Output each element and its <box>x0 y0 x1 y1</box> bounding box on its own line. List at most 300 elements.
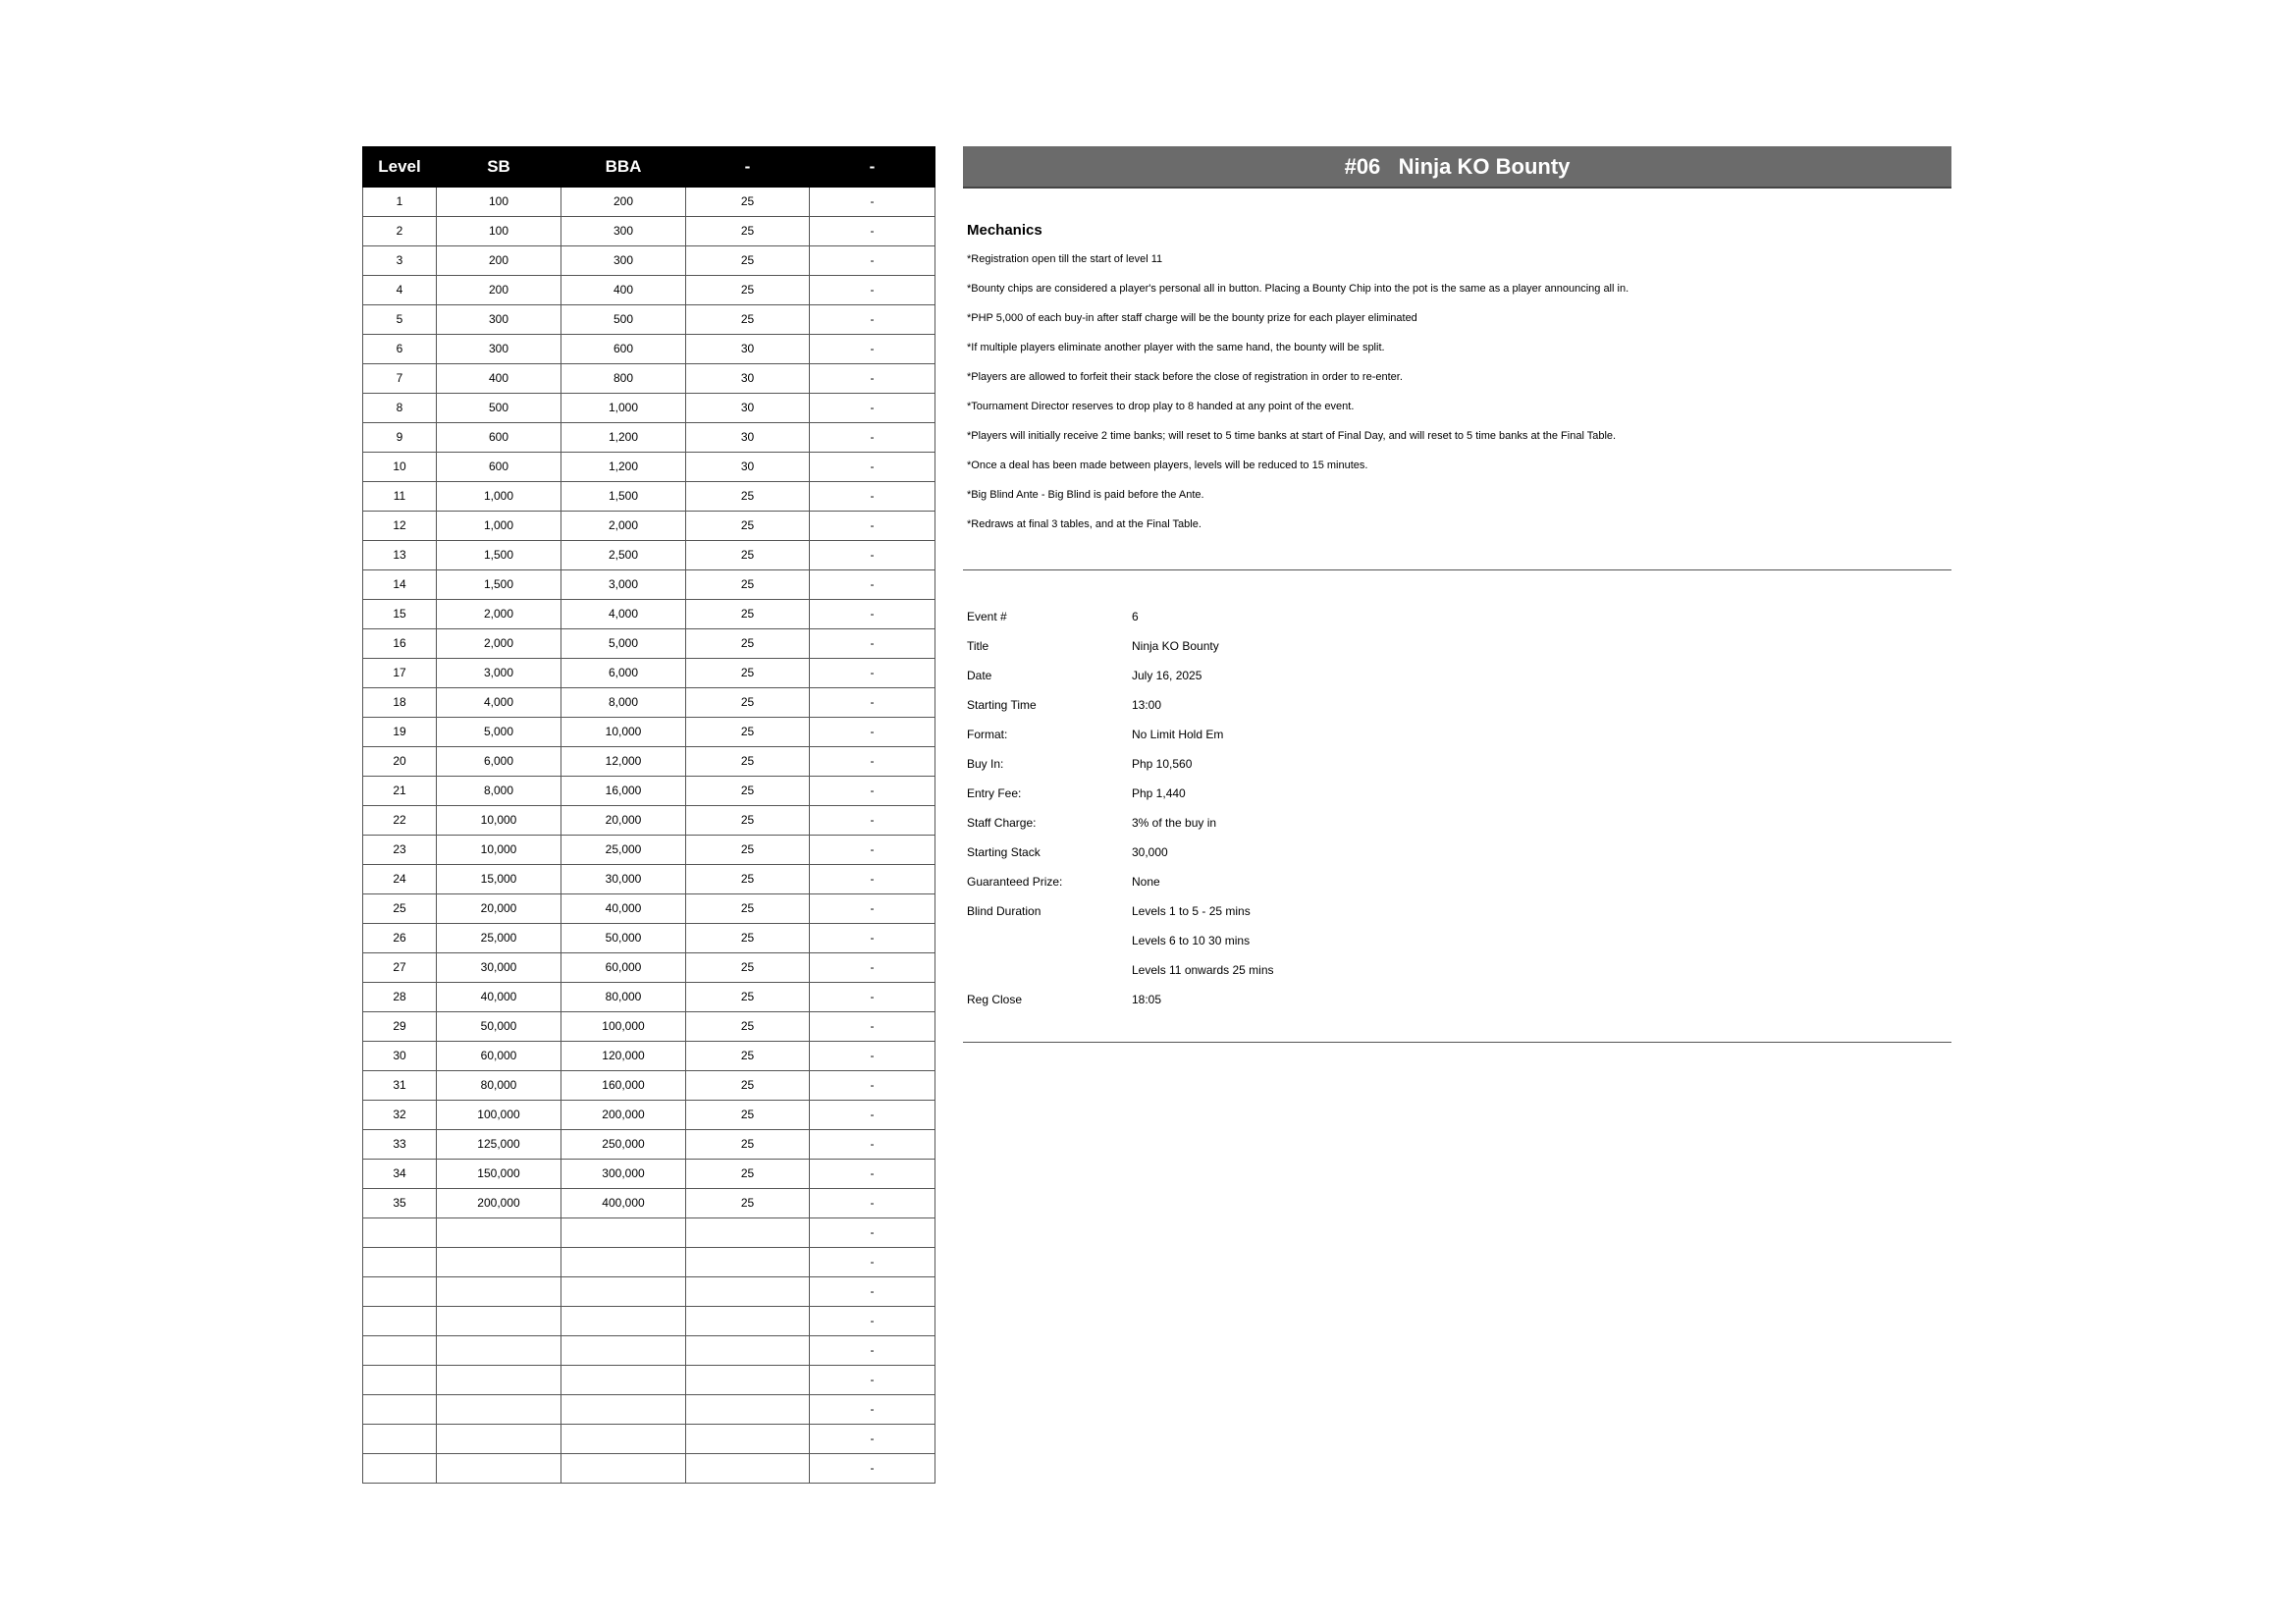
table-row <box>363 953 935 983</box>
detail-value: Levels 6 to 10 30 mins <box>1132 934 1251 947</box>
level-cell <box>363 1395 437 1425</box>
sb-cell: 200 <box>437 276 561 305</box>
ante-cell <box>686 1248 810 1277</box>
bba-cell: 120,000 <box>561 1042 686 1071</box>
bba-cell: 160,000 <box>561 1071 686 1101</box>
extra-cell: - <box>810 1454 935 1484</box>
extra-cell: - <box>810 1160 935 1189</box>
extra-cell: - <box>810 1366 935 1395</box>
bba-cell: 1,200 <box>561 453 686 482</box>
header-col4: - <box>686 147 810 188</box>
detail-label: Staff Charge: <box>967 816 1037 830</box>
level-cell: 29 <box>363 1012 437 1042</box>
extra-cell: - <box>810 335 935 364</box>
sb-cell <box>437 1336 561 1366</box>
bba-cell: 40,000 <box>561 894 686 924</box>
level-cell: 19 <box>363 718 437 747</box>
ante-cell: 30 <box>686 423 810 453</box>
bba-cell <box>561 1366 686 1395</box>
bba-cell: 2,500 <box>561 541 686 570</box>
sb-cell: 600 <box>437 423 561 453</box>
divider <box>963 1042 1951 1043</box>
mechanics-item: *Bounty chips are considered a player's personal all in button. Placing a Bounty Chip into the pot is the same as a player announcing all in. <box>967 283 1629 295</box>
sb-cell: 40,000 <box>437 983 561 1012</box>
table-row <box>363 246 935 276</box>
mechanics-item: *Redraws at final 3 tables, and at the Final Table. <box>967 518 1201 530</box>
bba-cell: 60,000 <box>561 953 686 983</box>
mechanics-item: *Players are allowed to forfeit their stack before the close of registration in order to re-enter. <box>967 371 1403 383</box>
extra-cell: - <box>810 953 935 983</box>
bba-cell: 300 <box>561 217 686 246</box>
ante-cell: 25 <box>686 747 810 777</box>
level-cell <box>363 1366 437 1395</box>
detail-row <box>967 896 1949 926</box>
detail-label: Event # <box>967 610 1007 623</box>
level-cell: 32 <box>363 1101 437 1130</box>
bba-cell: 16,000 <box>561 777 686 806</box>
bba-cell <box>561 1454 686 1484</box>
bba-cell: 4,000 <box>561 600 686 629</box>
table-row <box>363 1218 935 1248</box>
ante-cell: 25 <box>686 1012 810 1042</box>
level-cell: 18 <box>363 688 437 718</box>
mechanics-item: *Once a deal has been made between players, levels will be reduced to 15 minutes. <box>967 460 1368 471</box>
table-row <box>363 1336 935 1366</box>
extra-cell: - <box>810 1042 935 1071</box>
detail-value: 3% of the buy in <box>1132 816 1217 830</box>
ante-cell: 25 <box>686 541 810 570</box>
sb-cell: 400 <box>437 364 561 394</box>
level-cell: 5 <box>363 305 437 335</box>
ante-cell: 30 <box>686 394 810 423</box>
extra-cell: - <box>810 718 935 747</box>
detail-value: Ninja KO Bounty <box>1132 639 1219 653</box>
table-row <box>363 600 935 629</box>
ante-cell: 25 <box>686 246 810 276</box>
detail-label: Title <box>967 639 989 653</box>
sb-cell <box>437 1454 561 1484</box>
table-row <box>363 629 935 659</box>
sb-cell: 80,000 <box>437 1071 561 1101</box>
table-row <box>363 1101 935 1130</box>
extra-cell: - <box>810 1071 935 1101</box>
detail-label: Blind Duration <box>967 904 1041 918</box>
sb-cell <box>437 1395 561 1425</box>
mechanics-list <box>967 248 1949 543</box>
extra-cell: - <box>810 1277 935 1307</box>
ante-cell: 25 <box>686 1101 810 1130</box>
mechanics-item: *Players will initially receive 2 time banks; will reset to 5 time banks at start of Final Day, and will reset to 5 time banks at the Final Table. <box>967 430 1617 442</box>
bba-cell: 400 <box>561 276 686 305</box>
mechanics-item: *Big Blind Ante - Big Blind is paid before the Ante. <box>967 489 1204 501</box>
bba-cell <box>561 1336 686 1366</box>
ante-cell: 25 <box>686 629 810 659</box>
extra-cell: - <box>810 512 935 541</box>
ante-cell: 30 <box>686 335 810 364</box>
extra-cell: - <box>810 423 935 453</box>
extra-cell: - <box>810 806 935 836</box>
level-cell: 21 <box>363 777 437 806</box>
header-sb: SB <box>437 147 561 188</box>
event-details <box>967 602 1949 1014</box>
bba-cell <box>561 1307 686 1336</box>
extra-cell: - <box>810 924 935 953</box>
detail-label: Entry Fee: <box>967 786 1022 800</box>
table-row <box>363 1130 935 1160</box>
table-row <box>363 364 935 394</box>
extra-cell: - <box>810 1336 935 1366</box>
ante-cell <box>686 1277 810 1307</box>
extra-cell: - <box>810 305 935 335</box>
sb-cell: 1,500 <box>437 541 561 570</box>
table-row <box>363 1395 935 1425</box>
sb-cell <box>437 1218 561 1248</box>
table-row <box>363 1071 935 1101</box>
table-row <box>363 1277 935 1307</box>
table-row <box>363 1160 935 1189</box>
mechanics-heading: Mechanics <box>967 222 1042 239</box>
table-row <box>363 188 935 217</box>
ante-cell <box>686 1425 810 1454</box>
bba-cell: 200,000 <box>561 1101 686 1130</box>
sb-cell: 1,500 <box>437 570 561 600</box>
sb-cell: 4,000 <box>437 688 561 718</box>
sb-cell: 600 <box>437 453 561 482</box>
extra-cell: - <box>810 1425 935 1454</box>
level-cell <box>363 1277 437 1307</box>
extra-cell: - <box>810 217 935 246</box>
ante-cell: 25 <box>686 600 810 629</box>
table-row <box>363 217 935 246</box>
level-cell: 26 <box>363 924 437 953</box>
bba-cell: 1,200 <box>561 423 686 453</box>
table-row <box>363 1425 935 1454</box>
level-cell: 14 <box>363 570 437 600</box>
extra-cell: - <box>810 1395 935 1425</box>
sb-cell: 150,000 <box>437 1160 561 1189</box>
level-cell: 9 <box>363 423 437 453</box>
ante-cell: 25 <box>686 1130 810 1160</box>
ante-cell: 25 <box>686 1042 810 1071</box>
sb-cell: 125,000 <box>437 1130 561 1160</box>
detail-value: No Limit Hold Em <box>1132 728 1224 741</box>
extra-cell: - <box>810 246 935 276</box>
table-row <box>363 688 935 718</box>
detail-value: Php 10,560 <box>1132 757 1193 771</box>
sb-cell: 300 <box>437 335 561 364</box>
extra-cell: - <box>810 276 935 305</box>
bba-cell <box>561 1218 686 1248</box>
sb-cell: 60,000 <box>437 1042 561 1071</box>
level-cell: 12 <box>363 512 437 541</box>
level-cell <box>363 1336 437 1366</box>
ante-cell: 25 <box>686 217 810 246</box>
table-body <box>363 188 935 1484</box>
ante-cell: 25 <box>686 512 810 541</box>
detail-value: 30,000 <box>1132 845 1168 859</box>
table-row <box>363 924 935 953</box>
ante-cell: 25 <box>686 894 810 924</box>
extra-cell: - <box>810 482 935 512</box>
bba-cell: 8,000 <box>561 688 686 718</box>
level-cell: 15 <box>363 600 437 629</box>
ante-cell: 25 <box>686 924 810 953</box>
sb-cell: 5,000 <box>437 718 561 747</box>
level-cell: 20 <box>363 747 437 777</box>
level-cell: 24 <box>363 865 437 894</box>
detail-row <box>967 720 1949 749</box>
sb-cell: 100,000 <box>437 1101 561 1130</box>
table-row <box>363 482 935 512</box>
extra-cell: - <box>810 836 935 865</box>
mechanics-item: *If multiple players eliminate another player with the same hand, the bounty will be split. <box>967 342 1385 353</box>
level-cell: 27 <box>363 953 437 983</box>
ante-cell <box>686 1336 810 1366</box>
bba-cell: 6,000 <box>561 659 686 688</box>
bba-cell: 30,000 <box>561 865 686 894</box>
detail-row <box>967 808 1949 838</box>
table-row <box>363 894 935 924</box>
extra-cell: - <box>810 983 935 1012</box>
level-cell: 7 <box>363 364 437 394</box>
ante-cell <box>686 1366 810 1395</box>
header-level: Level <box>363 147 437 188</box>
detail-label: Reg Close <box>967 993 1023 1006</box>
extra-cell: - <box>810 570 935 600</box>
mechanics-item: *Registration open till the start of level 11 <box>967 253 1163 265</box>
detail-label: Buy In: <box>967 757 1004 771</box>
bba-cell: 200 <box>561 188 686 217</box>
detail-row <box>967 631 1949 661</box>
detail-row <box>967 985 1949 1014</box>
table-row <box>363 423 935 453</box>
bba-cell: 100,000 <box>561 1012 686 1042</box>
detail-label: Guaranteed Prize: <box>967 875 1063 889</box>
ante-cell: 25 <box>686 188 810 217</box>
table-row <box>363 453 935 482</box>
sb-cell: 30,000 <box>437 953 561 983</box>
sb-cell: 2,000 <box>437 629 561 659</box>
level-cell: 4 <box>363 276 437 305</box>
divider <box>963 569 1951 570</box>
sb-cell: 50,000 <box>437 1012 561 1042</box>
detail-value: Levels 1 to 5 - 25 mins <box>1132 904 1251 918</box>
bba-cell <box>561 1277 686 1307</box>
table-row <box>363 747 935 777</box>
bba-cell: 300 <box>561 246 686 276</box>
level-cell: 1 <box>363 188 437 217</box>
level-cell: 17 <box>363 659 437 688</box>
bba-cell: 600 <box>561 335 686 364</box>
level-cell <box>363 1218 437 1248</box>
blind-structure-table <box>362 146 935 1484</box>
level-cell: 3 <box>363 246 437 276</box>
extra-cell: - <box>810 629 935 659</box>
level-cell: 33 <box>363 1130 437 1160</box>
bba-cell: 300,000 <box>561 1160 686 1189</box>
detail-row <box>967 838 1949 867</box>
level-cell: 35 <box>363 1189 437 1218</box>
ante-cell: 25 <box>686 570 810 600</box>
extra-cell: - <box>810 1012 935 1042</box>
level-cell: 2 <box>363 217 437 246</box>
ante-cell: 30 <box>686 453 810 482</box>
table-row <box>363 659 935 688</box>
header-col5: - <box>810 147 935 188</box>
detail-row <box>967 690 1949 720</box>
extra-cell: - <box>810 1218 935 1248</box>
level-cell: 10 <box>363 453 437 482</box>
level-cell: 34 <box>363 1160 437 1189</box>
ante-cell: 25 <box>686 953 810 983</box>
bba-cell: 10,000 <box>561 718 686 747</box>
table-header-row <box>363 147 935 188</box>
sb-cell: 1,000 <box>437 512 561 541</box>
ante-cell: 25 <box>686 305 810 335</box>
extra-cell: - <box>810 394 935 423</box>
detail-row <box>967 602 1949 631</box>
sb-cell: 200,000 <box>437 1189 561 1218</box>
table-row <box>363 1307 935 1336</box>
extra-cell: - <box>810 688 935 718</box>
sb-cell <box>437 1366 561 1395</box>
detail-row <box>967 779 1949 808</box>
detail-row <box>967 661 1949 690</box>
ante-cell <box>686 1395 810 1425</box>
sb-cell: 25,000 <box>437 924 561 953</box>
detail-row <box>967 867 1949 896</box>
extra-cell: - <box>810 541 935 570</box>
sb-cell: 300 <box>437 305 561 335</box>
detail-value: 6 <box>1132 610 1139 623</box>
event-title-banner: #06 Ninja KO Bounty <box>963 146 1951 189</box>
table-row <box>363 1248 935 1277</box>
bba-cell: 5,000 <box>561 629 686 659</box>
mechanics-item: *Tournament Director reserves to drop play to 8 handed at any point of the event. <box>967 401 1355 412</box>
detail-value: None <box>1132 875 1160 889</box>
table-row <box>363 1042 935 1071</box>
detail-value: Php 1,440 <box>1132 786 1186 800</box>
table-row <box>363 806 935 836</box>
table-row <box>363 570 935 600</box>
extra-cell: - <box>810 1189 935 1218</box>
bba-cell <box>561 1425 686 1454</box>
level-cell <box>363 1248 437 1277</box>
level-cell <box>363 1307 437 1336</box>
ante-cell: 25 <box>686 659 810 688</box>
bba-cell: 500 <box>561 305 686 335</box>
bba-cell: 20,000 <box>561 806 686 836</box>
bba-cell: 12,000 <box>561 747 686 777</box>
detail-value: July 16, 2025 <box>1132 669 1202 682</box>
extra-cell: - <box>810 364 935 394</box>
table-row <box>363 335 935 364</box>
ante-cell: 25 <box>686 983 810 1012</box>
table-row <box>363 1189 935 1218</box>
bba-cell: 3,000 <box>561 570 686 600</box>
ante-cell: 25 <box>686 1160 810 1189</box>
sb-cell: 8,000 <box>437 777 561 806</box>
bba-cell <box>561 1248 686 1277</box>
extra-cell: - <box>810 1307 935 1336</box>
bba-cell: 50,000 <box>561 924 686 953</box>
table-row <box>363 541 935 570</box>
bba-cell <box>561 1395 686 1425</box>
sb-cell <box>437 1425 561 1454</box>
level-cell: 16 <box>363 629 437 659</box>
table-row <box>363 1012 935 1042</box>
sb-cell: 15,000 <box>437 865 561 894</box>
detail-row <box>967 926 1949 955</box>
extra-cell: - <box>810 453 935 482</box>
sb-cell: 1,000 <box>437 482 561 512</box>
sb-cell <box>437 1277 561 1307</box>
ante-cell: 25 <box>686 276 810 305</box>
table-row <box>363 777 935 806</box>
table-row <box>363 1454 935 1484</box>
ante-cell: 25 <box>686 836 810 865</box>
detail-label: Starting Stack <box>967 845 1041 859</box>
ante-cell: 25 <box>686 806 810 836</box>
table-row <box>363 276 935 305</box>
ante-cell <box>686 1307 810 1336</box>
sb-cell: 200 <box>437 246 561 276</box>
extra-cell: - <box>810 188 935 217</box>
level-cell: 28 <box>363 983 437 1012</box>
bba-cell: 250,000 <box>561 1130 686 1160</box>
extra-cell: - <box>810 777 935 806</box>
bba-cell: 80,000 <box>561 983 686 1012</box>
extra-cell: - <box>810 1101 935 1130</box>
sb-cell: 100 <box>437 188 561 217</box>
level-cell: 30 <box>363 1042 437 1071</box>
table-row <box>363 865 935 894</box>
extra-cell: - <box>810 1248 935 1277</box>
level-cell: 11 <box>363 482 437 512</box>
detail-label: Starting Time <box>967 698 1037 712</box>
sb-cell: 20,000 <box>437 894 561 924</box>
bba-cell: 1,500 <box>561 482 686 512</box>
level-cell <box>363 1454 437 1484</box>
table-row <box>363 305 935 335</box>
bba-cell: 800 <box>561 364 686 394</box>
ante-cell: 25 <box>686 688 810 718</box>
extra-cell: - <box>810 659 935 688</box>
sb-cell: 500 <box>437 394 561 423</box>
sb-cell: 3,000 <box>437 659 561 688</box>
detail-row <box>967 955 1949 985</box>
bba-cell: 25,000 <box>561 836 686 865</box>
sb-cell: 10,000 <box>437 836 561 865</box>
table-row <box>363 836 935 865</box>
level-cell: 31 <box>363 1071 437 1101</box>
bba-cell: 2,000 <box>561 512 686 541</box>
sb-cell: 2,000 <box>437 600 561 629</box>
extra-cell: - <box>810 865 935 894</box>
table-row <box>363 394 935 423</box>
ante-cell: 25 <box>686 865 810 894</box>
ante-cell: 25 <box>686 482 810 512</box>
ante-cell: 30 <box>686 364 810 394</box>
detail-value: 13:00 <box>1132 698 1162 712</box>
table-row <box>363 983 935 1012</box>
ante-cell: 25 <box>686 777 810 806</box>
bba-cell: 1,000 <box>561 394 686 423</box>
table-row <box>363 718 935 747</box>
sb-cell: 6,000 <box>437 747 561 777</box>
mechanics-item: *PHP 5,000 of each buy-in after staff charge will be the bounty prize for each player eliminated <box>967 312 1417 324</box>
sb-cell: 100 <box>437 217 561 246</box>
